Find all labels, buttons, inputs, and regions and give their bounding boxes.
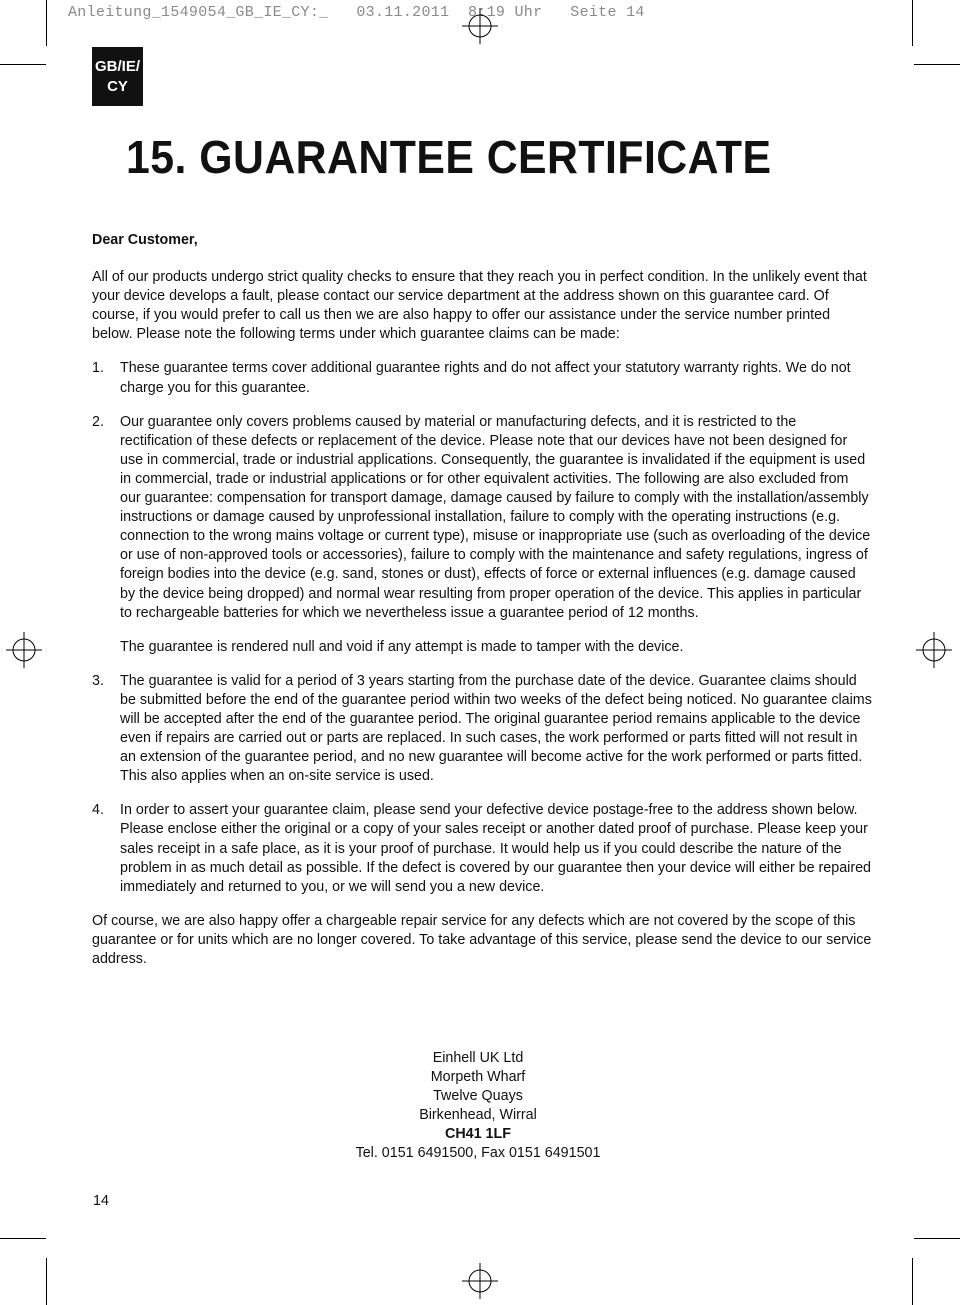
address-postcode: CH41 1LF xyxy=(445,1126,511,1143)
term-item xyxy=(92,672,872,787)
term-item xyxy=(92,359,872,397)
term-item xyxy=(92,801,872,896)
language-badge-line1: GB/IE/ xyxy=(94,57,140,75)
page-number: 14 xyxy=(93,1193,109,1209)
crop-mark-icon xyxy=(46,1258,47,1305)
crop-mark-icon xyxy=(0,1238,46,1239)
address-line: Birkenhead, Wirral xyxy=(419,1107,537,1124)
address-company: Einhell UK Ltd xyxy=(432,1050,524,1066)
term-text: These guarantee terms cover additional guarantee rights and do not affect your statutory warranty rights. We do not charge you for this guarantee. xyxy=(120,360,851,396)
crop-mark-icon xyxy=(914,1238,960,1239)
term-number: 4. xyxy=(92,802,104,819)
closing-paragraph: Of course, we are also happy offer a chargeable repair service for any defects which are not covered by the scope of this guarantee or for units which are no longer covered. To take advantage of this service, please send the device to our service address. xyxy=(92,912,872,967)
term-number: 3. xyxy=(92,672,104,689)
print-slug: Anleitung_1549054_GB_IE_CY:_ 03.11.2011 8:19 Uhr Seite 14 xyxy=(68,4,645,21)
crop-mark-icon xyxy=(46,0,47,46)
registration-crosshair-icon xyxy=(462,1263,498,1299)
registration-crosshair-icon xyxy=(916,632,952,668)
term-number: 1. xyxy=(92,360,104,377)
language-badge xyxy=(92,47,143,106)
language-badge-line2: CY xyxy=(107,77,128,95)
address-line: Morpeth Wharf xyxy=(430,1069,526,1086)
crop-mark-icon xyxy=(0,64,46,65)
term-text: Our guarantee only covers problems caused by material or manufacturing defects, and it is restricted to the rectification of these defects or replacement of the device. Please note that our devices have not been designed for use in commercial, trade or industrial applications. Consequently, the guarantee is invalidated if the equipment is used in commercial, trade or industrial applications or for other equivalent activities. The following are also excluded from our guarantee: compensation for transport damage, damage caused by failure to comply with the installation/assembly instructions or damage caused by unprofessional installation, failure to comply with the operating instructions (e.g. connection to the wrong mains voltage or current type), misuse or inappropriate use (such as overloading of the device or use of non-approved tools or accessories), failure to comply with the maintenance and safety regulations, ingress of foreign bodies into the device (e.g. sand, stones or dust), effects of force or external influences (e.g. damage caused by the device being dropped) and normal wear resulting from proper operation of the device. This applies in particular to rechargeable batteries for which we nevertheless issue a guarantee period of 12 months. xyxy=(120,413,871,621)
greeting: Dear Customer, xyxy=(92,232,198,248)
crop-mark-icon xyxy=(914,64,960,65)
address-phone: Tel. 0151 6491500, Fax 0151 6491501 xyxy=(355,1145,601,1162)
service-address xyxy=(340,1049,616,1164)
page-title: 15. GUARANTEE CERTIFICATE xyxy=(126,131,772,183)
crop-mark-icon xyxy=(912,1258,913,1305)
intro-paragraph: All of our products undergo strict quality checks to ensure that they reach you in perfect condition. In the unlikely event that your device develops a fault, please contact our service department at the address shown on this guarantee card. Of course, if you would prefer to call us then we are also happy to offer our assistance under the service number printed below. Please note the following terms under which guarantee claims can be made: xyxy=(92,269,867,343)
term-note: The guarantee is rendered null and void if any attempt is made to tamper with the device. xyxy=(120,638,684,655)
term-number: 2. xyxy=(92,413,104,430)
registration-crosshair-icon xyxy=(462,8,498,44)
term-text: In order to assert your guarantee claim, please send your defective device postage-free to the address shown below. Please enclose either the original or a copy of your sales receipt or another dated proof of purchase. Please keep your sales receipt in a safe place, as it is your proof of purchase. It would help us if you could describe the nature of the problem in as much detail as possible. If the defect is covered by our guarantee then your device will either be repaired immediately and returned to you, or we will send you a new device. xyxy=(120,802,872,895)
certificate-body xyxy=(92,231,872,984)
address-line: Twelve Quays xyxy=(433,1088,523,1105)
crop-mark-icon xyxy=(912,0,913,46)
term-text: The guarantee is valid for a period of 3 years starting from the purchase date of the device. Guarantee claims should be submitted before the end of the guarantee period within two weeks of the defect being noticed. No guarantee claims will be accepted after the end of the guarantee period. The original guarantee period remains applicable to the device even if repairs are carried out or parts are replaced. In such cases, the work performed or parts fitted will not result in an extension of the guarantee period, and no new guarantee will become active for the work performed or parts fitted. This also applies when an on-site service is used. xyxy=(120,672,872,785)
term-item xyxy=(92,413,872,657)
registration-crosshair-icon xyxy=(6,632,42,668)
